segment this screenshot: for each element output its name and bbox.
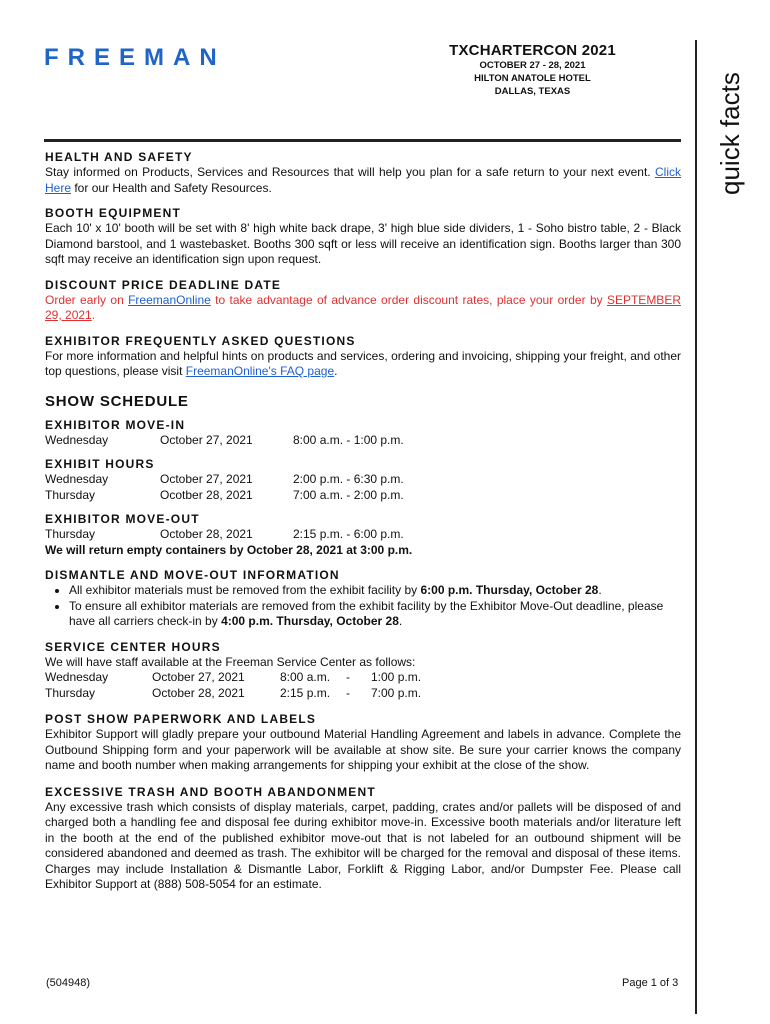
service-text: We will have staff available at the Freeman Service Center as follows: [45, 654, 416, 669]
move-in-heading: EXHIBITOR MOVE-IN [45, 417, 186, 432]
exhibit-hours-heading: EXHIBIT HOURS [45, 457, 155, 471]
health-section [45, 150, 681, 196]
service-end: 1:00 p.m. [371, 670, 422, 684]
bullet-text: To ensure all exhibitor materials are removed from the exhibit facility by the Exhibitor Move-Out deadline, please have all carriers check-in by [69, 598, 664, 628]
trash-text: Any excessive trash which consists of display materials, carpet, padding, crates and/or pallets will be disposed of and charged both a handling fee and disposal fee during exhibitor move-in. Excessive booth materials and/or literature left in the booth at the end of the published exhibitor move-out that is not labeled for an outbound shipment will be considered abandoned and deemed as trash. The exhibitor will be charged for the removal and disposal of these items. Charges may include Installation & Dismantle Labor, Forklift & Rigging Labor, and/or Dumpster Fee. Please call Exhibitor Support at (888) 508-5054 for an estimate. [45, 799, 681, 891]
booth-section [45, 206, 681, 268]
vertical-divider [695, 40, 697, 1014]
faq-page-link[interactable]: FreemanOnline's FAQ page [185, 364, 335, 378]
document-code: (504948) [46, 977, 91, 989]
event-title: TXCHARTERCON 2021 [449, 42, 616, 59]
paperwork-heading: POST SHOW PAPERWORK AND LABELS [45, 712, 317, 726]
schedule-section [45, 394, 681, 559]
discount-date: SEPTEMBER 29, 2021 [45, 292, 681, 322]
booth-heading: BOOTH EQUIPMENT [45, 206, 182, 220]
schedule-heading: SHOW SCHEDULE [45, 392, 189, 410]
service-dash: - [346, 685, 350, 700]
service-dash: - [346, 670, 350, 684]
discount-section [45, 278, 681, 324]
page-number: Page 1 of 3 [622, 977, 679, 989]
dismantle-section [45, 568, 681, 630]
event-header [430, 42, 635, 98]
service-date: October 28, 2021 [152, 685, 245, 700]
health-text: Stay informed on Products, Services and Resources that will help you plan for a safe return to your next event. [45, 165, 651, 179]
health-heading: HEALTH AND SAFETY [45, 150, 193, 164]
service-start: 8:00 a.m. [280, 670, 331, 684]
paperwork-text: Exhibitor Support will gladly prepare your outbound Material Handling Agreement and labels in advance. Complete the Outbound Shipping form and your paperwork will be available at show site. Be sure your carrier knows the company name and booth number when making arrangements for shipping your exhibit at the close of the show. [45, 727, 681, 772]
discount-text-after: . [91, 308, 96, 322]
discount-text: Order early on [45, 292, 129, 307]
health-text-after: for our Health and Safety Resources. [71, 180, 272, 195]
event-venue: HILTON ANATOLE HOTEL [474, 73, 591, 84]
list-item [69, 583, 681, 599]
schedule-time: 8:00 a.m. - 1:00 p.m. [293, 432, 404, 447]
schedule-time: 2:00 p.m. - 6:30 p.m. [293, 472, 404, 486]
service-rows [45, 670, 681, 701]
bullet-end: . [398, 614, 403, 628]
schedule-day: Wednesday [45, 432, 109, 447]
faq-text-after: . [334, 364, 338, 378]
container-return-note: We will return empty containers by October 28, 2021 at 3:00 p.m. [45, 542, 413, 557]
list-item [69, 599, 681, 630]
dismantle-heading: DISMANTLE AND MOVE-OUT INFORMATION [45, 568, 340, 582]
header-divider [44, 139, 681, 142]
move-out-heading: EXHIBITOR MOVE-OUT [45, 512, 200, 526]
schedule-date: October 27, 2021 [160, 432, 253, 447]
move-in-row [45, 433, 681, 449]
trash-heading: EXCESSIVE TRASH AND BOOTH ABANDONMENT [45, 784, 376, 799]
service-day: Thursday [45, 685, 96, 700]
faq-heading: EXHIBITOR FREQUENTLY ASKED QUESTIONS [45, 333, 356, 348]
event-city: DALLAS, TEXAS [494, 86, 571, 97]
schedule-date: Ocotber 28, 2021 [160, 487, 253, 502]
discount-text-middle: to take advantage of advance order discount rates, place your order by [210, 292, 607, 307]
schedule-day: Thursday [45, 527, 96, 541]
schedule-date: October 28, 2021 [160, 527, 253, 541]
schedule-date: October 27, 2021 [160, 472, 253, 486]
service-heading: SERVICE CENTER HOURS [45, 639, 221, 654]
schedule-day: Thursday [45, 487, 96, 502]
bullet-end: . [598, 583, 602, 597]
bullet-deadline: 6:00 p.m. Thursday, October 28 [420, 583, 599, 597]
service-day: Wednesday [45, 670, 109, 684]
booth-text: Each 10' x 10' booth will be set with 8' high white back drape, 3' high blue side dividers, 1 - Soho bistro table, 2 - Black Diamond barstool, and 1 wastebasket. Booths 300 sqft or less will receive an identification sign. Booths larger than 300 sqft may receive an identification sign upon request. [45, 221, 681, 266]
main-content [45, 150, 681, 893]
move-out-row [45, 527, 681, 543]
exhibit-hours-rows [45, 472, 681, 503]
schedule-time: 2:15 p.m. - 6:00 p.m. [293, 527, 404, 541]
health-resources-link[interactable]: Click Here [45, 165, 681, 195]
trash-section [45, 785, 681, 893]
faq-section [45, 334, 681, 380]
freemanonline-link[interactable]: FreemanOnline [128, 292, 211, 307]
service-date: October 27, 2021 [152, 670, 245, 684]
dismantle-list [45, 583, 681, 630]
schedule-day: Wednesday [45, 472, 109, 486]
side-label: quick facts [715, 72, 745, 195]
bullet-text: All exhibitor materials must be removed from the exhibit facility by [69, 583, 421, 597]
freeman-logo: FREEMAN [44, 44, 226, 71]
faq-text: For more information and helpful hints on products and services, ordering and invoicing, shipping your freight, and other top questions, please visit [45, 348, 681, 378]
event-dates: OCTOBER 27 - 28, 2021 [479, 60, 586, 71]
paperwork-section [45, 712, 681, 774]
service-section [45, 640, 681, 702]
schedule-time: 7:00 a.m. - 2:00 p.m. [293, 487, 404, 502]
service-start: 2:15 p.m. [280, 685, 331, 700]
service-end: 7:00 p.m. [371, 685, 422, 700]
discount-heading: DISCOUNT PRICE DEADLINE DATE [45, 277, 282, 292]
bullet-deadline: 4:00 p.m. Thursday, October 28 [221, 614, 399, 628]
